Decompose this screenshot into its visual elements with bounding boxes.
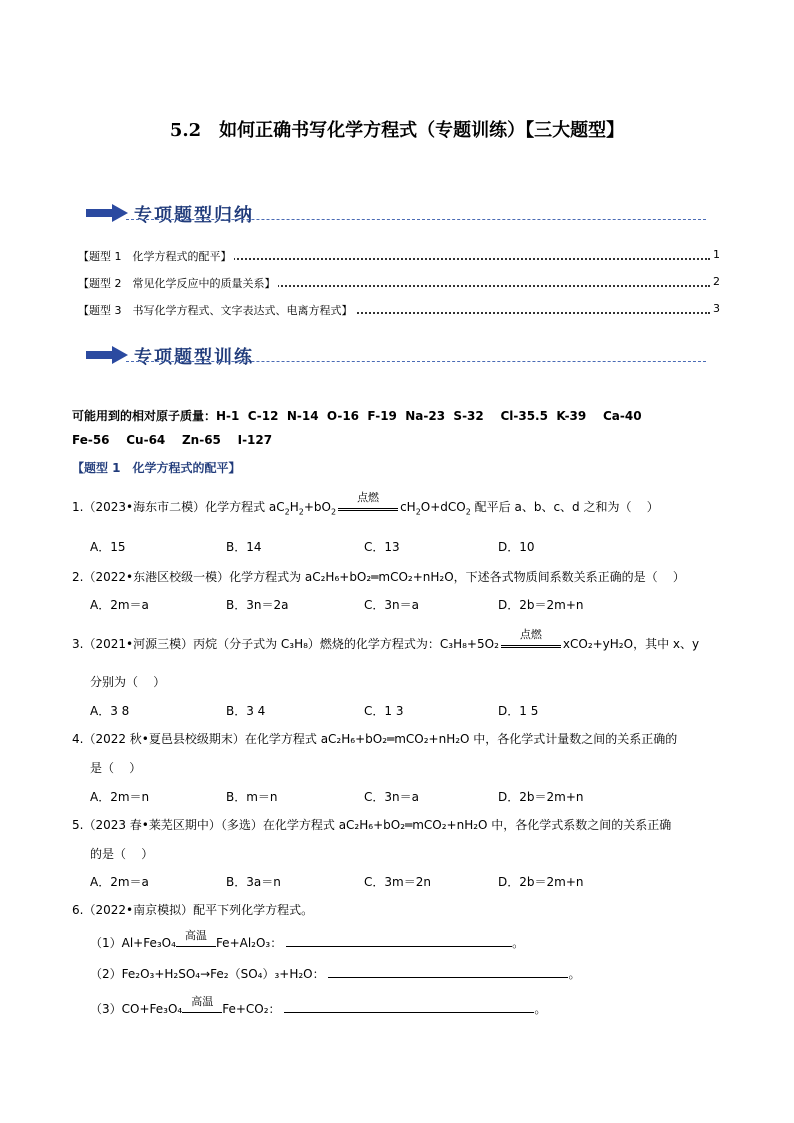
question-3 bbox=[72, 628, 700, 652]
arrow-icon bbox=[86, 346, 128, 364]
toc-label: 【题型 2 常见化学反应中的质量关系】 bbox=[78, 277, 276, 290]
option-b[interactable]: B．14 bbox=[226, 540, 262, 554]
answer-blank[interactable] bbox=[328, 966, 568, 978]
option-a[interactable]: A．2m＝a bbox=[90, 598, 149, 612]
reaction-condition: 高温 bbox=[176, 940, 216, 947]
option-b[interactable]: B．3a＝n bbox=[226, 875, 281, 889]
option-a[interactable]: A．15 bbox=[90, 540, 126, 554]
question-6-sub1: （1）Al+Fe₃O₄ 高温 Fe+Al₂O₃： 。 bbox=[90, 929, 525, 950]
toc-entry[interactable] bbox=[78, 302, 720, 318]
option-d[interactable]: D．1 5 bbox=[498, 704, 539, 718]
atomic-masses-line1: 可能用到的相对原子质量：H-1 C-12 N-14 O-16 F-19 Na-23 S-32 Cl-35.5 K-39 Ca-40 bbox=[72, 409, 642, 423]
option-c[interactable]: C．3m＝2n bbox=[364, 875, 431, 889]
atomic-masses-line2: Fe-56 Cu-64 Zn-65 I-127 bbox=[72, 433, 273, 447]
toc-label: 【题型 3 书写化学方程式、文字表达式、电离方程式】 bbox=[78, 304, 353, 317]
question-1-prefix: 1.（2023•海东市二模）化学方程式 aC bbox=[72, 500, 285, 514]
question-6-sub2: （2）Fe₂O₃+H₂SO₄→Fe₂（SO₄）₃+H₂O： 。 bbox=[90, 967, 581, 981]
option-d[interactable]: D．2b＝2m+n bbox=[498, 875, 584, 889]
divider bbox=[126, 219, 706, 220]
question-3-prefix: 3.（2021•河源三模）丙烷（分子式为 C₃H₈）燃烧的化学方程式为：C₃H₈+5O₂ bbox=[72, 637, 499, 651]
toc-page: 1 bbox=[713, 248, 720, 261]
question-2: 2.（2022•东港区校级一模）化学方程式为 aC₂H₆+bO₂═mCO₂+nH₂O，下述各式物质间系数关系正确的是（ ） bbox=[72, 570, 685, 584]
option-b[interactable]: B．m＝n bbox=[226, 790, 278, 804]
section-header-training bbox=[86, 340, 706, 370]
option-c[interactable]: C．3n＝a bbox=[364, 598, 419, 612]
question-6: 6.（2022•南京模拟）配平下列化学方程式。 bbox=[72, 903, 314, 917]
option-d[interactable]: D．2b＝2m+n bbox=[498, 790, 584, 804]
option-d[interactable]: D．10 bbox=[498, 540, 535, 554]
toc-label: 【题型 1 化学方程式的配平】 bbox=[78, 250, 232, 263]
question-5: 5.（2023 春•莱芜区期中）（多选）在化学方程式 aC₂H₆+bO₂═mCO₂+nH₂O 中，各化学式系数之间的关系正确 bbox=[72, 818, 672, 832]
page-title: 5.2 如何正确书写化学方程式（专题训练）【三大题型】 bbox=[169, 120, 625, 141]
option-a[interactable]: A．3 8 bbox=[90, 704, 130, 718]
question-3-suffix: xCO₂+yH₂O，其中 x、y bbox=[562, 637, 700, 651]
option-d[interactable]: D．2b＝2m+n bbox=[498, 598, 584, 612]
option-c[interactable]: C．3n＝a bbox=[364, 790, 419, 804]
question-5-line2: 的是（ ） bbox=[90, 847, 154, 861]
question-1: 1.（2023•海东市二模）化学方程式 $aC_2H_2+bO_2$ 点燃 $cH_2O+dCO_2$ 配平后 a、b、c、d 之和为（ ） bbox=[72, 491, 659, 517]
question-1-suffix: 配平后 a、b、c、d 之和为（ ） bbox=[474, 500, 659, 514]
option-b[interactable]: B．3n＝2a bbox=[226, 598, 289, 612]
answer-blank[interactable] bbox=[284, 1001, 534, 1013]
toc-entry[interactable] bbox=[78, 275, 720, 291]
question-type-heading: 【题型 1 化学方程式的配平】 bbox=[72, 461, 241, 475]
question-6-sub3: （3）CO+Fe₃O₄ 高温 Fe+CO₂： 。 bbox=[90, 995, 547, 1016]
reaction-condition: 高温 bbox=[182, 1006, 222, 1013]
question-4: 4.（2022 秋•夏邑县校级期末）在化学方程式 aC₂H₆+bO₂═mCO₂+nH₂O 中，各化学式计量数之间的关系正确的 bbox=[72, 732, 678, 746]
option-a[interactable]: A．2m＝n bbox=[90, 790, 150, 804]
question-3-line2: 分别为（ ） bbox=[90, 675, 166, 689]
option-a[interactable]: A．2m＝a bbox=[90, 875, 149, 889]
option-b[interactable]: B．3 4 bbox=[226, 704, 266, 718]
question-4-line2: 是（ ） bbox=[90, 761, 142, 775]
section-heading: 专项题型归纳 bbox=[134, 205, 254, 226]
answer-blank[interactable] bbox=[286, 935, 512, 947]
toc-page: 3 bbox=[713, 302, 720, 315]
section-heading: 专项题型训练 bbox=[134, 347, 254, 368]
divider bbox=[126, 361, 706, 362]
toc-page: 2 bbox=[713, 275, 720, 288]
section-header-summary bbox=[86, 198, 706, 228]
arrow-icon bbox=[86, 204, 128, 222]
reaction-condition: 点燃 bbox=[338, 502, 398, 511]
reaction-condition: 点燃 bbox=[501, 639, 561, 648]
toc-entry[interactable] bbox=[78, 248, 720, 264]
option-c[interactable]: C．13 bbox=[364, 540, 400, 554]
option-c[interactable]: C．1 3 bbox=[364, 704, 404, 718]
